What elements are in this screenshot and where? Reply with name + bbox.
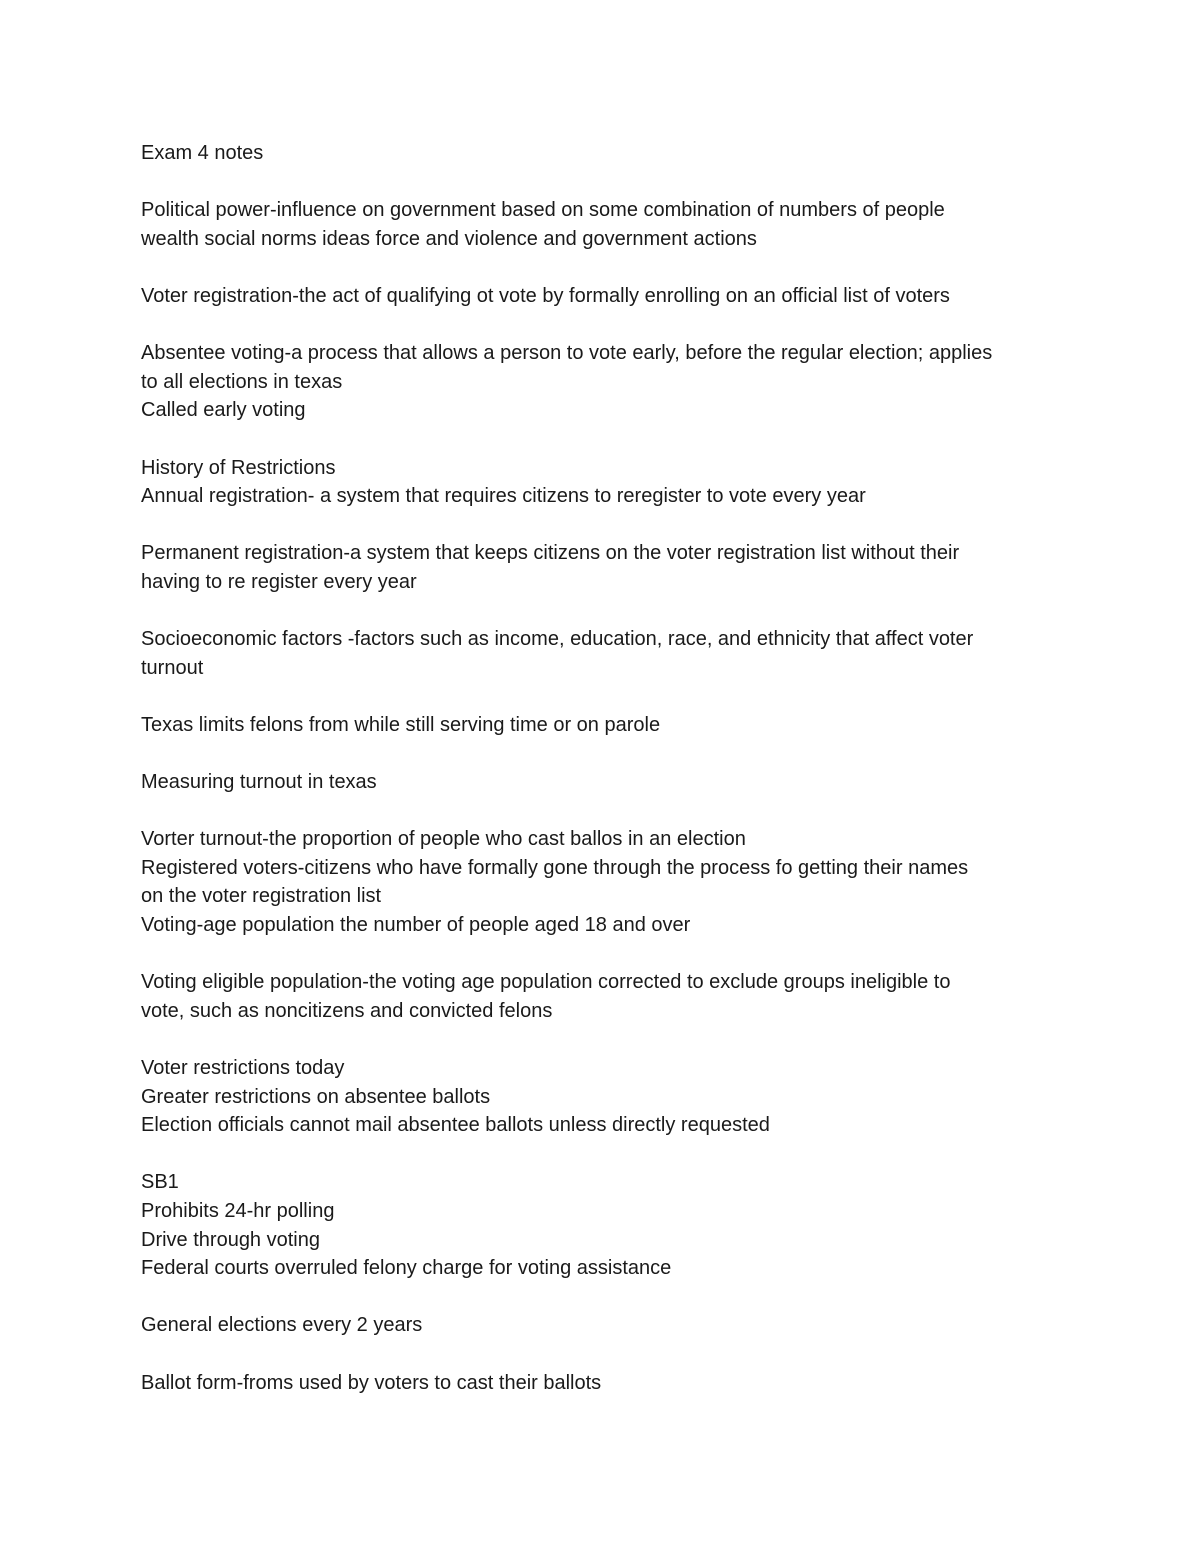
paragraph-measuring-turnout xyxy=(141,768,1081,797)
paragraph-gap xyxy=(141,311,1081,340)
paragraph-gap xyxy=(141,682,1081,711)
paragraph-gap xyxy=(141,253,1081,282)
paragraph-permanent-registration xyxy=(141,539,1081,596)
text-line: Voting-age population the number of people aged 18 and over xyxy=(141,914,691,937)
text-line: having to re register every year xyxy=(141,570,417,593)
paragraph-gap xyxy=(141,1140,1081,1169)
paragraph-absentee-voting xyxy=(141,339,1081,425)
text-line: Federal courts overruled felony charge for voting assistance xyxy=(141,1257,672,1280)
text-line: to all elections in texas xyxy=(141,370,343,393)
text-line: History of Restrictions xyxy=(141,456,336,479)
paragraph-voter-restrictions-today xyxy=(141,1054,1081,1140)
text-line: Annual registration- a system that requires citizens to reregister to vote every year xyxy=(141,485,866,508)
text-line: Election officials cannot mail absentee ballots unless directly requested xyxy=(141,1114,770,1137)
paragraph-gap xyxy=(141,1283,1081,1312)
paragraph-gap xyxy=(141,597,1081,626)
paragraph-felons xyxy=(141,711,1081,740)
paragraph-voting-eligible-population xyxy=(141,968,1081,1025)
paragraph-turnout-definitions xyxy=(141,825,1081,939)
text-line: Vorter turnout-the proportion of people who cast ballos in an election xyxy=(141,828,746,851)
paragraph-gap xyxy=(141,1025,1081,1054)
paragraph-gap xyxy=(141,1340,1081,1369)
text-line: Called early voting xyxy=(141,399,306,422)
paragraph-gap xyxy=(141,940,1081,969)
paragraph-gap xyxy=(141,168,1081,197)
paragraph-history-of-restrictions xyxy=(141,454,1081,511)
paragraph-political-power xyxy=(141,196,1081,253)
text-line: Socioeconomic factors -factors such as income, education, race, and ethnicity that affect voter xyxy=(141,628,974,651)
paragraph-voter-registration xyxy=(141,282,1081,311)
paragraph-sb1 xyxy=(141,1168,1081,1282)
paragraph-general-elections xyxy=(141,1311,1081,1340)
text-line: General elections every 2 years xyxy=(141,1314,423,1337)
text-line: wealth social norms ideas force and violence and government actions xyxy=(141,227,757,250)
paragraph-gap xyxy=(141,739,1081,768)
text-line: Voter restrictions today xyxy=(141,1057,345,1079)
text-line: Drive through voting xyxy=(141,1228,320,1251)
paragraph-ballot-form xyxy=(141,1369,1081,1398)
text-line: turnout xyxy=(141,656,204,679)
text-line: Absentee voting-a process that allows a person to vote early, before the regular election; applies xyxy=(141,342,993,365)
document-title: Exam 4 notes xyxy=(141,142,264,164)
paragraph-socioeconomic-factors xyxy=(141,625,1081,682)
paragraph-gap xyxy=(141,511,1081,540)
document-page xyxy=(141,139,1081,1397)
paragraph-gap xyxy=(141,425,1081,454)
text-line: Registered voters-citizens who have formally gone through the process fo getting their names xyxy=(141,856,969,879)
text-line: vote, such as noncitizens and convicted felons xyxy=(141,999,553,1022)
text-line: Ballot form-froms used by voters to cast their ballots xyxy=(141,1371,602,1394)
text-line: Permanent registration-a system that keeps citizens on the voter registration list without their xyxy=(141,542,960,565)
text-line: SB1 xyxy=(141,1171,179,1194)
text-line: on the voter registration list xyxy=(141,885,382,908)
paragraph-gap xyxy=(141,797,1081,826)
text-line: Voter registration-the act of qualifying ot vote by formally enrolling on an official list of voters xyxy=(141,284,950,307)
text-line: Political power-influence on government based on some combination of numbers of people xyxy=(141,199,945,222)
text-line: Texas limits felons from while still serving time or on parole xyxy=(141,713,661,736)
text-line: Prohibits 24-hr polling xyxy=(141,1199,335,1222)
text-line: Greater restrictions on absentee ballots xyxy=(141,1085,491,1108)
text-line: Measuring turnout in texas xyxy=(141,771,377,794)
text-line: Voting eligible population-the voting age population corrected to exclude groups ineligible to xyxy=(141,971,951,994)
